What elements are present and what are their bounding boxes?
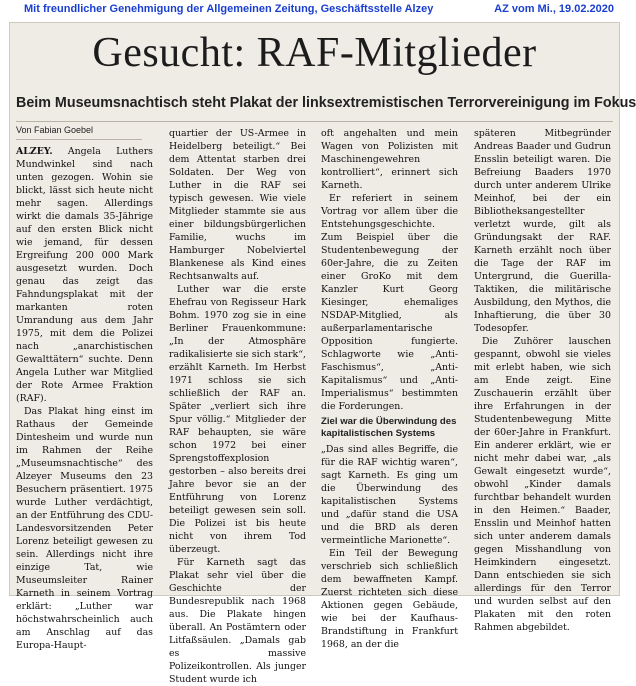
paragraph: Luther war die erste Ehefrau von Regisseur Hark Bohm. 1970 zog sie in eine Berliner Frauenkommune: „In der Atmosphäre radikalisierte sie sich stark“, erzählt Karneth. Im Herbst 1971 schloss sie sich schließlich der RAF an. Später „verliert sich ihre Spur völlig.“ Mitglieder der RAF behaupten, sie wäre schon 1972 bei einer Sprengstoffexplosion gestorben – also bereits drei Jahre bevor sie an der Entführung von Lorenz beteiligt gewesen sein soll. Die Polizei ist bis heute nicht von ihrem Tod überzeugt. bbox=[169, 284, 306, 555]
paragraph: Die Zuhörer lauschen gespannt, obwohl sie vieles mit erlebt haben, wie sich am Ende zeigt. Eine Zuschauerin erzählt über ihre Erfahrungen in der Studentenbewegung Mitte der 60er-Jahre in Frankfurt. Ein anderer erklärt, wie er nicht mehr dabei war, „als Gewalt eingesetzt wurde“, obwohl „Kinder damals furchtbar behandelt wurden in den Heimen.“ Baader, Ensslin und Meinhof hatten sich unter anderem damals gegen Misshandlung von Heimkindern eingesetzt. Dann entschieden sie sich allerdings für den Terror und wurden selbst auf den Plakaten mit den roten Rahmen abgebildet. bbox=[474, 336, 611, 633]
byline: Von Fabian Goebel bbox=[16, 125, 94, 135]
article-column-2 bbox=[169, 127, 306, 685]
article-column-4 bbox=[474, 127, 611, 633]
paragraph: Das Plakat hing einst im Rathaus der Gemeinde Dintesheim und wurde nun im Rahmen der Reihe „Museumsnachtische“ des Alzeyer Museums den 23 Besuchern präsentiert. 1975 wurde Luther verdächtigt, an der Entführung des CDU-Landesvorsitzenden Peter Lorenz beteiligt gewesen zu sein. Allerdings nicht ihre einzige Tat, wie Museumsleiter Rainer Karneth in seinem Vortrag erklärt: „Luther war höchstwahrscheinlich auch am Anschlag auf das Europa-Haupt- bbox=[16, 406, 153, 651]
paragraph: Ein Teil der Bewegung verschrieb sich schließlich dem bewaffneten Kampf. Zuerst richteten sich diese Aktionen gegen Gebäude, wie bei der Kaufhaus-Brandstiftung in Frankfurt 1968, an der die bbox=[321, 548, 458, 650]
newspaper-clipping bbox=[9, 22, 636, 685]
paragraph: oft angehalten und mein Wagen von Polizisten mit Maschinengewehren kontrolliert“, erinnert sich Karneth. bbox=[321, 128, 458, 191]
paragraph bbox=[16, 145, 153, 405]
article-column-1 bbox=[16, 145, 153, 651]
article-column-3 bbox=[321, 127, 458, 650]
divider bbox=[16, 121, 613, 122]
paragraph: Für Karneth sagt das Plakat sehr viel über die Geschichte der Bundesrepublik nach 1968 aus. Die Plakate hingen überall. An Postämtern oder Litfaßsäulen. „Damals gab es massive Polizeikontrollen. Als junger Student wurde ich bbox=[169, 557, 306, 685]
headline: Gesucht: RAF-Mitglieder bbox=[92, 30, 537, 76]
subheadline: Beim Museumsnachtisch steht Plakat der linksextremistischen Terrorvereinigung im Fokus bbox=[16, 95, 636, 111]
paragraph: Er referiert in seinem Vortrag vor allem über die Entstehungsgeschichte. Zum Beispiel über die Studentenbewegung der 60er-Jahre, die zu Zeiten einer GroKo mit dem Kanzler Kurt Georg Kiesinger, ehemaliges NSDAP-Mitglied, als außerparlamentarische Opposition fungierte. Schlagworte wie „Anti-Faschismus“, „Anti-Kapitalismus“ und „Anti-Imperialismus“ bestimmten die Forderungen. bbox=[321, 193, 458, 412]
top-bar bbox=[0, 0, 628, 20]
paragraph: „Das sind alles Begriffe, die für die RAF wichtig waren“, sagt Karneth. Es ging um die Überwindung des kapitalistischen Systems und „dafür stand die USA und die BRD als deren vermeintliche Marionette“. bbox=[321, 444, 458, 546]
byline-divider bbox=[16, 139, 142, 140]
source-credit: Mit freundlicher Genehmigung der Allgemeinen Zeitung, Geschäftsstelle Alzey bbox=[24, 3, 434, 15]
paragraph-text: Angela Luthers Mundwinkel sind nach unten gezogen. Wohin sie blickt, lässt sich heute nicht mehr sagen. Allerdings wirkt die damals 35-Jährige auf den ersten Blick nicht wie jemand, für dessen Ergreifung 200 000 Mark ausgesetzt wurden. Doch genau das zeigt das Fahndungsplakat mit der markanten roten Umrandung aus dem Jahr 1975, mit dem die Polizei nach „anarchistischen Gewalttätern“ suchte. Denn Angela Luther war Mitglied der Rote Armee Fraktion (RAF). bbox=[16, 146, 153, 404]
dateline: ALZEY. bbox=[16, 146, 53, 157]
paragraph: späteren Mitbegründer Andreas Baader und Gudrun Ensslin beteiligt waren. Die Befreiung Baaders 1970 durch unter anderem Ulrike Meinhof, bei der ein Bibliotheksangestellter verletzt wurde, gilt als Gründungsakt der RAF. Karneth erzählt noch über die Tage der RAF im Untergrund, die Guerilla-Taktiken, die militärische Ausbildung, den Mythos, die Inhaftierung, die über 30 Todesopfer. bbox=[474, 128, 611, 334]
section-subhead: Ziel war die Überwindung des kapitalistischen Systems bbox=[321, 416, 457, 439]
issue-date: AZ vom Mi., 19.02.2020 bbox=[494, 3, 614, 15]
paragraph: quartier der US-Armee in Heidelberg beteiligt.“ Bei dem Attentat starben drei Soldaten. Der Weg von Luther in die RAF sei typisch gewesen. Wie viele Mitglieder stammte sie aus einer bildungsbürgerlichen Familie, wuchs im Hamburger Nobelviertel Blankenese als Kind eines Rechtsanwalts auf. bbox=[169, 128, 306, 282]
